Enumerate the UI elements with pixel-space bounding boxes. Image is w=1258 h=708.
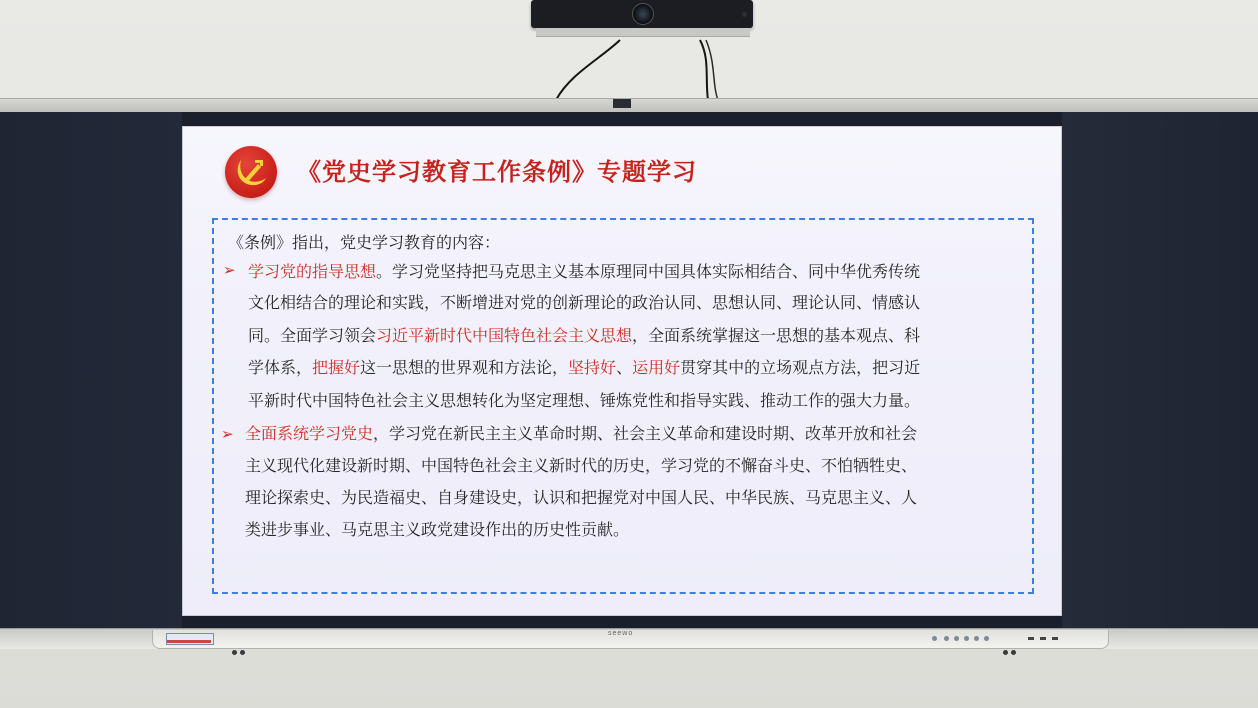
highlighted-text: 学习党的指导思想	[248, 262, 377, 281]
camera-indicator-light	[742, 12, 747, 17]
bullet-arrow-icon: ➢	[221, 425, 234, 443]
board-foot	[240, 650, 245, 655]
body-text: 同。全面学习领会	[248, 326, 377, 345]
body-text: 、	[616, 358, 633, 377]
body-text: 主义现代化建设新时期、中国特色社会主义新时代的历史，学习党的不懈奋斗史、不怕牺牲史、	[245, 456, 918, 475]
front-button[interactable]	[944, 636, 949, 641]
body-text: 学体系，	[248, 358, 313, 377]
body-text: 类进步事业、马克思主义政党建设作出的历史性贡献。	[245, 520, 630, 539]
intro-text: 《条例》指出，党史学习教育的内容：	[228, 233, 501, 252]
party-emblem-icon	[225, 146, 277, 198]
point2-line2	[245, 456, 917, 476]
front-button[interactable]	[932, 636, 937, 641]
point1-line1	[248, 262, 920, 282]
body-text: 。学习党坚持把马克思主义基本原理同中国具体实际相结合、同中华优秀传统	[376, 262, 921, 281]
point2-line1	[245, 424, 917, 444]
usb-port[interactable]	[1052, 637, 1058, 640]
point2-line3	[245, 488, 917, 508]
front-button[interactable]	[974, 636, 979, 641]
body-text: ，学习党在新民主主义革命时期、社会主义革命和建设时期、改革开放和社会	[373, 424, 918, 443]
bullet-arrow-icon: ➢	[223, 261, 236, 279]
sticker-stripe	[167, 640, 211, 643]
highlighted-text: 习近平新时代中国特色社会主义思想	[376, 326, 633, 345]
board-foot	[1003, 650, 1008, 655]
point1-line4	[248, 358, 920, 378]
front-button[interactable]	[954, 636, 959, 641]
front-button[interactable]	[984, 636, 989, 641]
asset-sticker	[166, 633, 214, 645]
highlighted-text: 把握好	[312, 358, 361, 377]
board-left-panel	[0, 112, 182, 632]
board-right-panel	[1062, 112, 1258, 632]
brand-logo: seewo	[608, 630, 634, 637]
body-text: ，全面系统掌握这一思想的基本观点、科	[632, 326, 921, 345]
camera-lens-icon	[632, 3, 654, 25]
point1-line2	[248, 293, 920, 313]
highlighted-text: 全面系统学习党史	[245, 424, 374, 443]
slide-title: 《党史学习教育工作条例》专题学习	[297, 158, 697, 186]
board-foot	[232, 650, 237, 655]
highlighted-text: 坚持好	[568, 358, 617, 377]
point1-line5	[248, 391, 920, 411]
body-text: 平新时代中国特色社会主义思想转化为坚定理想、锤炼党性和指导实践、推动工作的强大力量。	[248, 391, 921, 410]
point2-line4	[245, 520, 629, 540]
camera-cables	[550, 34, 730, 102]
board-foot	[1011, 650, 1016, 655]
body-text: 文化相结合的理论和实践，不断增进对党的创新理论的政治认同、思想认同、理论认同、情感认	[248, 293, 921, 312]
front-button[interactable]	[964, 636, 969, 641]
projected-slide	[182, 126, 1062, 616]
point1-line3	[248, 326, 920, 346]
rail-clip	[613, 99, 631, 108]
body-text: 这一思想的世界观和方法论，	[360, 358, 569, 377]
conference-camera	[531, 0, 753, 28]
body-text: 贯穿其中的立场观点方法，把习近	[680, 358, 921, 377]
highlighted-text: 运用好	[632, 358, 681, 377]
usb-port[interactable]	[1028, 637, 1034, 640]
usb-port[interactable]	[1040, 637, 1046, 640]
body-text: 理论探索史、为民造福史、自身建设史，认识和把握党对中国人民、中华民族、马克思主义、人	[245, 488, 918, 507]
